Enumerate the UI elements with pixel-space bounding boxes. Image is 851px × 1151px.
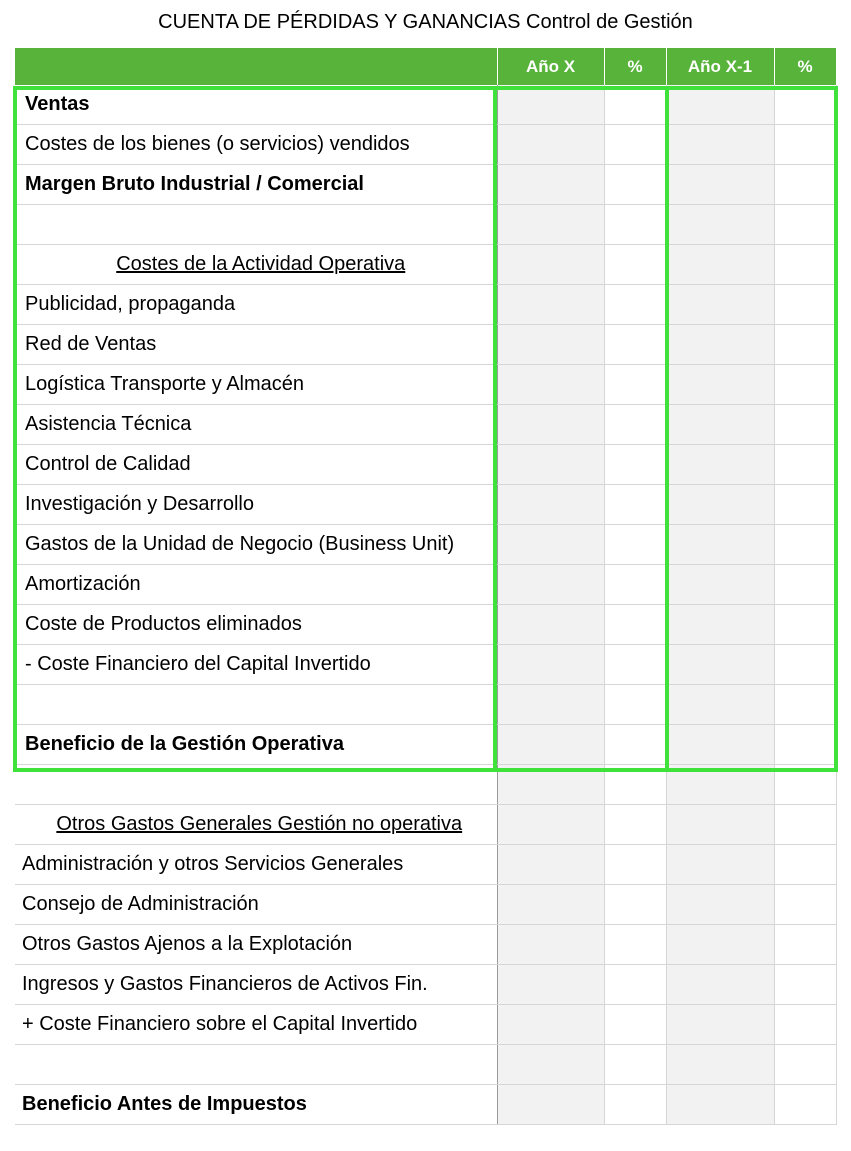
value-year-x-1-cell[interactable]	[666, 165, 774, 205]
value-year-x-1-cell[interactable]	[666, 565, 774, 605]
value-year-x-cell[interactable]	[497, 645, 604, 685]
pct-year-x-cell[interactable]	[604, 485, 666, 525]
pct-year-x-1-cell[interactable]	[774, 725, 836, 765]
pct-year-x-1-cell[interactable]	[774, 205, 836, 245]
table-row	[15, 565, 836, 605]
pct-year-x-1-cell[interactable]	[774, 165, 836, 205]
pct-year-x-1-cell[interactable]	[774, 125, 836, 165]
pct-year-x-1-cell[interactable]	[774, 325, 836, 365]
table-row	[15, 365, 836, 405]
value-year-x-1-cell[interactable]	[666, 245, 774, 285]
row-label: Red de Ventas	[15, 325, 497, 365]
pct-year-x-cell[interactable]	[604, 245, 666, 285]
value-year-x-cell[interactable]	[497, 845, 604, 885]
row-label: Ventas	[15, 85, 497, 125]
value-year-x-cell[interactable]	[497, 485, 604, 525]
value-year-x-cell[interactable]	[497, 445, 604, 485]
pct-year-x-cell[interactable]	[604, 605, 666, 645]
value-year-x-1-cell[interactable]	[666, 485, 774, 525]
table-row	[15, 1045, 836, 1085]
table-row	[15, 405, 836, 445]
value-year-x-cell[interactable]	[497, 605, 604, 645]
value-year-x-cell[interactable]	[497, 685, 604, 725]
value-year-x-1-cell[interactable]	[666, 365, 774, 405]
table-row	[15, 605, 836, 645]
pnl-table	[15, 48, 837, 1125]
pct-year-x-1-cell[interactable]	[774, 845, 836, 885]
row-label: Publicidad, propaganda	[15, 285, 497, 325]
table-row	[15, 1085, 836, 1125]
value-year-x-1-cell[interactable]	[666, 205, 774, 245]
pct-year-x-cell[interactable]	[604, 725, 666, 765]
row-label: Administración y otros Servicios Generales	[15, 845, 497, 885]
value-year-x-1-cell[interactable]	[666, 445, 774, 485]
value-year-x-cell[interactable]	[497, 205, 604, 245]
row-label	[15, 765, 497, 805]
table-row	[15, 445, 836, 485]
pct-year-x-1-cell[interactable]	[774, 485, 836, 525]
pct-year-x-cell[interactable]	[604, 405, 666, 445]
table-row	[15, 245, 836, 285]
row-label: Control de Calidad	[15, 445, 497, 485]
non-operating-section	[15, 765, 836, 1125]
pct-year-x-cell[interactable]	[604, 1045, 666, 1085]
pct-year-x-1-cell[interactable]	[774, 1085, 836, 1125]
value-year-x-1-cell[interactable]	[666, 125, 774, 165]
pct-year-x-cell[interactable]	[604, 165, 666, 205]
value-year-x-1-cell[interactable]	[666, 885, 774, 925]
pct-year-x-cell[interactable]	[604, 85, 666, 125]
pct-year-x-cell[interactable]	[604, 445, 666, 485]
table-row	[15, 965, 836, 1005]
value-year-x-1-cell[interactable]	[666, 925, 774, 965]
section-heading: Otros Gastos Generales Gestión no operativa	[56, 813, 463, 835]
table-row	[15, 525, 836, 565]
pct-year-x-1-cell[interactable]	[774, 565, 836, 605]
row-label: Beneficio de la Gestión Operativa	[15, 725, 497, 765]
row-label: Margen Bruto Industrial / Comercial	[15, 165, 497, 205]
row-label: - Coste Financiero del Capital Invertido	[15, 645, 497, 685]
value-year-x-cell[interactable]	[497, 285, 604, 325]
row-label: Coste de Productos eliminados	[15, 605, 497, 645]
value-year-x-1-cell[interactable]	[666, 965, 774, 1005]
row-label	[15, 685, 497, 725]
pct-year-x-1-cell[interactable]	[774, 1005, 836, 1045]
pct-year-x-1-cell[interactable]	[774, 605, 836, 645]
value-year-x-1-cell[interactable]	[666, 685, 774, 725]
table-row	[15, 725, 836, 765]
table-row	[15, 925, 836, 965]
value-year-x-cell[interactable]	[497, 805, 604, 845]
value-year-x-cell[interactable]	[497, 1005, 604, 1045]
pct-year-x-cell[interactable]	[604, 325, 666, 365]
value-year-x-cell[interactable]	[497, 125, 604, 165]
header-row	[15, 48, 836, 85]
value-year-x-1-cell[interactable]	[666, 765, 774, 805]
row-label: + Coste Financiero sobre el Capital Invertido	[15, 1005, 497, 1045]
pct-year-x-cell[interactable]	[604, 925, 666, 965]
pct-year-x-cell[interactable]	[604, 885, 666, 925]
header-pct-x: %	[604, 48, 666, 85]
pct-year-x-1-cell[interactable]	[774, 525, 836, 565]
value-year-x-cell[interactable]	[497, 1045, 604, 1085]
value-year-x-cell[interactable]	[497, 885, 604, 925]
value-year-x-1-cell[interactable]	[666, 525, 774, 565]
row-label	[15, 805, 497, 845]
value-year-x-1-cell[interactable]	[666, 605, 774, 645]
row-label: Logística Transporte y Almacén	[15, 365, 497, 405]
value-year-x-cell[interactable]	[497, 965, 604, 1005]
row-label: Beneficio Antes de Impuestos	[15, 1085, 497, 1125]
pct-year-x-1-cell[interactable]	[774, 245, 836, 285]
table-row	[15, 205, 836, 245]
row-label: Amortización	[15, 565, 497, 605]
header-year-x-1: Año X-1	[666, 48, 774, 85]
value-year-x-cell[interactable]	[497, 405, 604, 445]
pct-year-x-cell[interactable]	[604, 565, 666, 605]
row-label: Asistencia Técnica	[15, 405, 497, 445]
pct-year-x-cell[interactable]	[604, 125, 666, 165]
value-year-x-cell[interactable]	[497, 525, 604, 565]
pct-year-x-cell[interactable]	[604, 645, 666, 685]
table-row	[15, 85, 836, 125]
pct-year-x-1-cell[interactable]	[774, 885, 836, 925]
header-year-x: Año X	[497, 48, 604, 85]
row-label: Gastos de la Unidad de Negocio (Business Unit)	[15, 525, 497, 565]
pct-year-x-cell[interactable]	[604, 765, 666, 805]
pct-year-x-1-cell[interactable]	[774, 445, 836, 485]
pct-year-x-cell[interactable]	[604, 805, 666, 845]
pct-year-x-1-cell[interactable]	[774, 365, 836, 405]
row-label	[15, 205, 497, 245]
value-year-x-1-cell[interactable]	[666, 725, 774, 765]
pct-year-x-cell[interactable]	[604, 1005, 666, 1045]
pct-year-x-cell[interactable]	[604, 965, 666, 1005]
pct-year-x-1-cell[interactable]	[774, 405, 836, 445]
row-label	[15, 1045, 497, 1085]
value-year-x-cell[interactable]	[497, 165, 604, 205]
value-year-x-cell[interactable]	[497, 725, 604, 765]
table-row	[15, 1005, 836, 1045]
table-row	[15, 765, 836, 805]
pct-year-x-1-cell[interactable]	[774, 805, 836, 845]
pct-year-x-1-cell[interactable]	[774, 765, 836, 805]
value-year-x-1-cell[interactable]	[666, 285, 774, 325]
table-row	[15, 645, 836, 685]
pct-year-x-cell[interactable]	[604, 1085, 666, 1125]
value-year-x-cell[interactable]	[497, 925, 604, 965]
value-year-x-1-cell[interactable]	[666, 325, 774, 365]
table-row	[15, 845, 836, 885]
table-row	[15, 685, 836, 725]
value-year-x-1-cell[interactable]	[666, 805, 774, 845]
row-label: Costes de los bienes (o servicios) vendidos	[15, 125, 497, 165]
operating-section	[15, 85, 836, 765]
table-row	[15, 885, 836, 925]
value-year-x-1-cell[interactable]	[666, 1085, 774, 1125]
page-title: CUENTA DE PÉRDIDAS Y GANANCIAS Control de Gestión	[158, 11, 693, 33]
pct-year-x-cell[interactable]	[604, 845, 666, 885]
table-row	[15, 125, 836, 165]
pct-year-x-cell[interactable]	[604, 285, 666, 325]
value-year-x-cell[interactable]	[497, 1085, 604, 1125]
value-year-x-cell[interactable]	[497, 765, 604, 805]
row-label: Investigación y Desarrollo	[15, 485, 497, 525]
pct-year-x-1-cell[interactable]	[774, 85, 836, 125]
value-year-x-cell[interactable]	[497, 245, 604, 285]
pct-year-x-1-cell[interactable]	[774, 1045, 836, 1085]
value-year-x-cell[interactable]	[497, 325, 604, 365]
value-year-x-1-cell[interactable]	[666, 1045, 774, 1085]
pct-year-x-1-cell[interactable]	[774, 925, 836, 965]
table-row	[15, 285, 836, 325]
pct-year-x-1-cell[interactable]	[774, 645, 836, 685]
pct-year-x-cell[interactable]	[604, 365, 666, 405]
pct-year-x-1-cell[interactable]	[774, 285, 836, 325]
row-label	[15, 245, 497, 285]
pct-year-x-cell[interactable]	[604, 525, 666, 565]
table-row	[15, 485, 836, 525]
value-year-x-1-cell[interactable]	[666, 405, 774, 445]
row-label: Ingresos y Gastos Financieros de Activos Fin.	[15, 965, 497, 1005]
table-row	[15, 165, 836, 205]
header-label	[15, 48, 497, 85]
value-year-x-1-cell[interactable]	[666, 1005, 774, 1045]
table-row	[15, 805, 836, 845]
pct-year-x-cell[interactable]	[604, 205, 666, 245]
row-label: Otros Gastos Ajenos a la Explotación	[15, 925, 497, 965]
row-label: Consejo de Administración	[15, 885, 497, 925]
table-row	[15, 325, 836, 365]
value-year-x-1-cell[interactable]	[666, 85, 774, 125]
header-pct-x-1: %	[774, 48, 836, 85]
value-year-x-1-cell[interactable]	[666, 645, 774, 685]
section-heading: Costes de la Actividad Operativa	[116, 253, 406, 275]
pct-year-x-1-cell[interactable]	[774, 965, 836, 1005]
pct-year-x-1-cell[interactable]	[774, 685, 836, 725]
value-year-x-1-cell[interactable]	[666, 845, 774, 885]
value-year-x-cell[interactable]	[497, 85, 604, 125]
value-year-x-cell[interactable]	[497, 565, 604, 605]
pct-year-x-cell[interactable]	[604, 685, 666, 725]
value-year-x-cell[interactable]	[497, 365, 604, 405]
